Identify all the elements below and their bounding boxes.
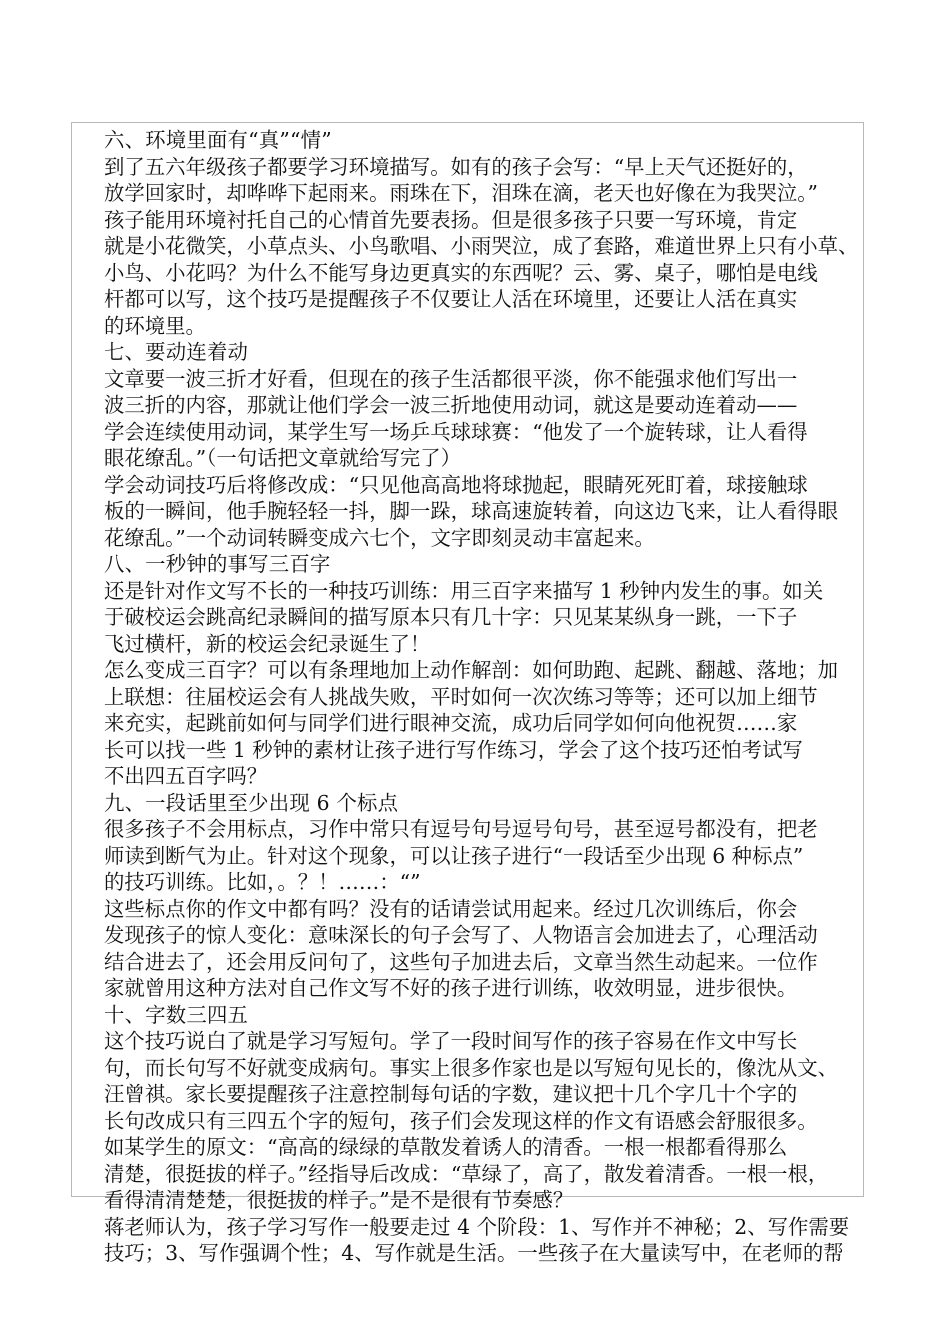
text-line: 杆都可以写，这个技巧是提醒孩子不仅要让人活在环境里，还要让人活在真实 — [104, 287, 798, 311]
text-line: 飞过横杆，新的校运会纪录诞生了！ — [104, 631, 431, 656]
text-line: 花缭乱。”一个动词转瞬变成六七个，文字即刻灵动丰富起来。 — [104, 525, 655, 550]
text-line: 汪曾祺。家长要提醒孩子注意控制每句话的字数，建议把十几个字几十个字的 — [104, 1082, 798, 1106]
text-line: 上联想：往届校运会有人挑战失败，平时如何一次次练习等等；还可以加上细节 — [104, 684, 818, 709]
text-line: 如某学生的原文：“高高的绿绿的草散发着诱人的清香。一根一根都看得那么 — [104, 1135, 788, 1159]
text-line: 眼花缭乱。”（一句话把文章就给写完了） — [104, 446, 462, 470]
text-line: 家就曾用这种方法对自己作文写不好的孩子进行训练，收效明显，进步很快。 — [104, 976, 798, 1000]
section-heading: 七、要动连着动 — [104, 340, 249, 364]
text-line: 长句改成只有三四五个字的短句，孩子们会发现这样的作文有语感会舒服很多。 — [104, 1108, 818, 1133]
section-heading: 十、字数三四五 — [104, 1002, 249, 1027]
text-line: 句，而长句写不好就变成病句。事实上很多作家也是以写短句见长的，像沈从文、 — [104, 1055, 839, 1080]
section-heading: 九、一段话里至少出现 6 个标点 — [104, 790, 399, 815]
text-line: 很多孩子不会用标点，习作中常只有逗号句号逗号句号，甚至逗号都没有，把老 — [104, 817, 818, 841]
text-line: 长可以找一些 1 秒钟的素材让孩子进行写作练习，学会了这个技巧还怕考试写 — [104, 737, 803, 762]
text-line: 于破校运会跳高纪录瞬间的描写原本只有几十字：只见某某纵身一跳，一下子 — [104, 605, 798, 629]
text-line: 怎么变成三百字？可以有条理地加上动作解剖：如何助跑、起跳、翻越、落地；加 — [104, 658, 839, 682]
page-frame — [71, 122, 864, 1265]
text-line: 看得清清楚楚，很挺拔的样子。”是不是很有节奏感？ — [104, 1188, 574, 1212]
section-heading: 六、环境里面有“真”“情” — [104, 128, 332, 152]
text-line: 放学回家时，却哗哗下起雨来。雨珠在下，泪珠在滴，老天也好像在为我哭泣。” — [104, 181, 818, 205]
text-line: 蒋老师认为，孩子学习写作一般要走过 4 个阶段：1、写作并不神秘；2、写作需要 — [104, 1214, 850, 1239]
section-heading: 八、一秒钟的事写三百字 — [104, 552, 331, 576]
text-line: 文章要一波三折才好看，但现在的孩子生活都很平淡，你不能强求他们写出一 — [104, 366, 798, 391]
text-line: 这个技巧说白了就是学习写短句。学了一段时间写作的孩子容易在作文中写长 — [104, 1029, 798, 1053]
text-line: 波三折的内容，那就让他们学会一波三折地使用动词，就这是要动连着动—— — [104, 393, 798, 417]
text-line: 学会动词技巧后将修改成：“只见他高高地将球抛起，眼睛死死盯着，球接触球 — [104, 472, 808, 497]
text-line: 清楚，很挺拔的样子。”经指导后改成：“草绿了，高了，散发着清香。一根一根， — [104, 1161, 829, 1186]
text-line: 发现孩子的惊人变化：意味深长的句子会写了、人物语言会加进去了，心理活动 — [104, 923, 818, 947]
text-line: 还是针对作文写不长的一种技巧训练：用三百字来描写 1 秒钟内发生的事。如关 — [104, 578, 824, 603]
text-line: 结合进去了，还会用反问句了，这些句子加进去后，文章当然生动起来。一位作 — [104, 949, 818, 974]
text-line: 板的一瞬间，他手腕轻轻一抖，脚一跺，球高速旋转着，向这边飞来，让人看得眼 — [104, 499, 839, 523]
document-body — [104, 127, 864, 1267]
text-line: 就是小花微笑，小草点头、小鸟歌唱、小雨哭泣，成了套路，难道世界上只有小草、 — [104, 234, 859, 258]
text-line: 的技巧训练。比如，。？！……：“” — [104, 870, 421, 894]
text-line: 来充实，起跳前如何与同学们进行眼神交流，成功后同学如何向他祝贺……家 — [104, 711, 798, 735]
text-line: 的环境里。 — [104, 313, 206, 338]
text-line: 孩子能用环境衬托自己的心情首先要表扬。但是很多孩子只要一写环境，肯定 — [104, 207, 798, 232]
text-line: 师读到断气为止。针对这个现象，可以让孩子进行“一段话至少出现 6 种标点” — [104, 843, 804, 868]
text-line: 这些标点你的作文中都有吗？没有的话请尝试用起来。经过几次训练后，你会 — [104, 896, 798, 921]
text-line: 技巧；3、写作强调个性；4、写作就是生活。一些孩子在大量读写中，在老师的帮 — [104, 1241, 844, 1265]
text-line: 到了五六年级孩子都要学习环境描写。如有的孩子会写：“早上天气还挺好的， — [104, 154, 808, 179]
text-line: 小鸟、小花吗？为什么不能写身边更真实的东西呢？云、雾、桌子，哪怕是电线 — [104, 260, 818, 285]
text-line: 不出四五百字吗？ — [104, 764, 268, 788]
text-line: 学会连续使用动词，某学生写一场乒乓球球赛：“他发了一个旋转球，让人看得 — [104, 419, 808, 444]
